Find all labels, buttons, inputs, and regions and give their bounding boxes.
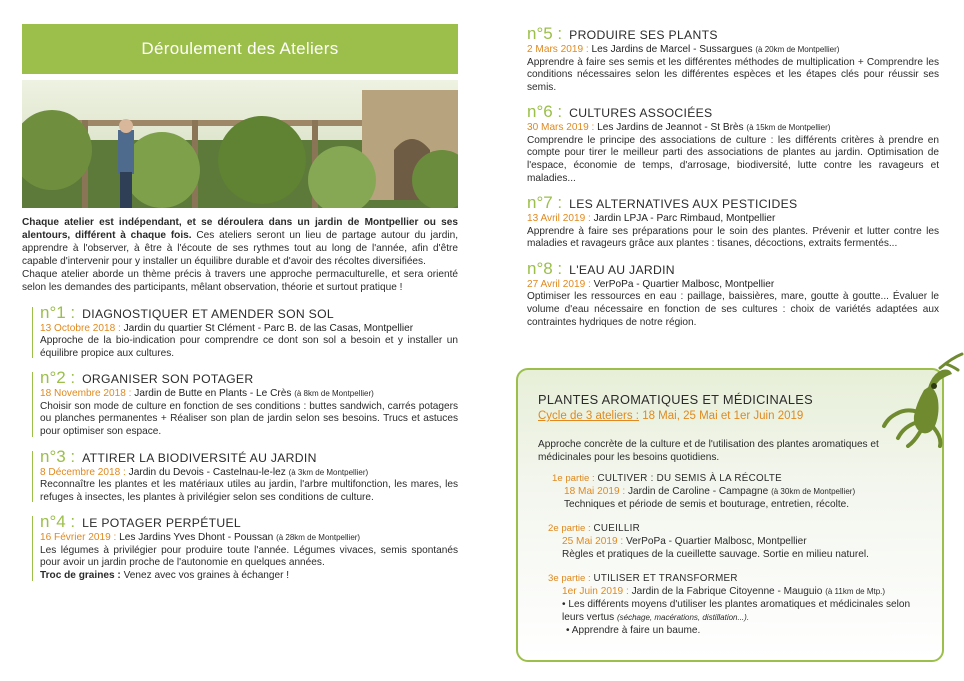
- workshop-date: 13 Avril 2019 :: [527, 213, 591, 225]
- box-intro: Approche concrète de la culture et de l'utilisation des plantes aromatiques et médicinales pour les besoins quotidiens.: [538, 439, 879, 463]
- workshop-distance: (à 28km de Montpellier): [276, 533, 361, 543]
- workshop-number: n°7 :: [527, 193, 563, 213]
- workshop-date: 27 Avril 2019 :: [527, 278, 591, 290]
- workshop-number: n°5 :: [527, 24, 563, 43]
- workshop-place: Les Jardins de Marcel - Sussargues: [591, 44, 753, 55]
- section-banner: Déroulement des Ateliers: [22, 24, 458, 74]
- workshop-2: [22, 368, 458, 438]
- part-description-2: • Apprendre à faire un baume.: [566, 625, 701, 636]
- workshop-description: Comprendre le principe des associations de culture : les différents critères à prendre en compte pour tirer le meilleur parti des associations de plantes au jardin. Optimisation de l'espace, économie de temps, d'arrosage, biodiversité, lutte contre les ravageurs et maladies...: [527, 134, 939, 184]
- intro-paragraph-2: Chaque atelier aborde un thème précis à travers une approche permaculturelle, et sera orienté selon les demandes des participants, mêlant observation, théorie et surtout pratique !: [22, 269, 458, 294]
- part-distance: (à 30km de Montpellier): [771, 487, 856, 496]
- workshop-title: LE POTAGER PERPÉTUEL: [82, 516, 241, 531]
- workshop-description: Approche de la bio-indication pour comprendre ce dont son sol a besoin et y installer un équilibre propice aux cultures.: [40, 335, 458, 359]
- workshop-number: n°4 :: [40, 512, 76, 532]
- workshop-description: Reconnaître les plantes et les matériaux utiles au jardin, l'arbre multifonction, les mares, les refuges à insectes, les plantes à privilégier selon ses conditions de culture.: [40, 479, 458, 503]
- workshop-date: 2 Mars 2019 :: [527, 44, 589, 55]
- workshop-number: n°1 :: [40, 302, 76, 322]
- part-description: Règles et pratiques de la cueillette sauvage. Sortie en milieu naturel.: [562, 549, 869, 560]
- part-distance: (à 11km de Mtp.): [825, 587, 886, 596]
- seed-swap-label: Troc de graines :: [40, 569, 121, 581]
- workshop-title: ORGANISER SON POTAGER: [82, 372, 254, 387]
- part-description: • Les différents moyens d'utiliser les plantes aromatiques et médicinales selon leurs vertus: [562, 599, 911, 623]
- garden-photo: [22, 80, 458, 208]
- workshop-number: n°8 :: [527, 258, 563, 278]
- part-title: UTILISER ET TRANSFORMER: [593, 573, 738, 584]
- workshop-title: PRODUIRE SES PLANTS: [569, 28, 718, 42]
- seed-swap-text: Venez avec vos graines à échanger !: [120, 569, 290, 581]
- cycle-label: Cycle de 3 ateliers :: [538, 410, 639, 422]
- intro-bold: Chaque atelier est indépendant, et se déroulera dans un jardin de Montpellier ou ses alentours, différent à chaque fois.: [22, 217, 458, 242]
- workshop-place: Les Jardins Yves Dhont - Poussan: [119, 532, 274, 544]
- workshop-description: Optimiser les ressources en eau : paillage, baissières, mare, goutte à goutte... Évaluer le volume d'eau nécessaire en fonction de ses cultures : choix de variétés adaptées aux contraintes hydriques de notre région.: [527, 291, 939, 328]
- workshop-date: 13 Octobre 2018 :: [40, 322, 121, 334]
- cycle-dates: 18 Mai, 25 Mai et 1er Juin 2019: [639, 410, 804, 422]
- workshop-title: LES ALTERNATIVES AUX PESTICIDES: [569, 197, 798, 212]
- left-column: [22, 24, 458, 583]
- intro-text: [22, 216, 458, 295]
- workshop-description: Apprendre à faire ses semis et les différentes méthodes de multiplication + Comprendre les conditions nécessaires selon les différentes espèces et les étapes clés pour réussir ses semis.: [527, 56, 939, 93]
- workshop-distance: (à 20km de Montpellier): [755, 45, 840, 54]
- workshop-place: Les Jardins de Jeannot - St Brès: [597, 122, 744, 134]
- part-title: CULTIVER : DU SEMIS À LA RÉCOLTE: [597, 473, 783, 484]
- part-label: 2e partie :: [548, 523, 591, 534]
- part-label: 3e partie :: [548, 573, 591, 584]
- box-part-3: [548, 572, 932, 637]
- workshop-8: [527, 259, 939, 329]
- part-label: 1e partie :: [552, 473, 595, 484]
- workshop-6: [527, 102, 939, 185]
- part-place: VerPoPa - Quartier Malbosc, Montpellier: [625, 536, 807, 547]
- part-place: Jardin de la Fabrique Citoyenne - Mauguio: [631, 586, 823, 597]
- part-date: 25 Mai 2019 :: [562, 536, 624, 547]
- workshop-description: Apprendre à faire ses préparations pour le soin des plantes. Prévenir et lutter contre les maladies et ravageurs grâce aux plantes : tisanes, décoctions, extraits fermentés...: [527, 225, 939, 250]
- right-column: [527, 24, 939, 329]
- part-date: 1er Juin 2019 :: [562, 586, 629, 597]
- box-part-2: [548, 522, 918, 561]
- part-date: 18 Mai 2019 :: [564, 486, 626, 497]
- workshop-date: 16 Février 2019 :: [40, 532, 117, 544]
- workshop-place: Jardin du quartier St Clément - Parc B. de las Casas, Montpellier: [123, 322, 414, 334]
- workshop-date: 8 Décembre 2018 :: [40, 466, 126, 478]
- workshop-title: DIAGNOSTIQUER ET AMENDER SON SOL: [82, 306, 334, 321]
- workshop-4: [22, 512, 458, 582]
- workshop-distance: (à 8km de Montpellier): [294, 389, 374, 399]
- workshop-date: 30 Mars 2019 :: [527, 122, 595, 134]
- workshop-3: [22, 447, 458, 505]
- workshop-date: 18 Novembre 2018 :: [40, 388, 132, 400]
- workshop-title: L'EAU AU JARDIN: [569, 262, 675, 277]
- workshop-distance: (à 15km de Montpellier): [746, 123, 831, 133]
- workshop-5: [527, 24, 939, 94]
- workshop-place: VerPoPa - Quartier Malbosc, Montpellier: [593, 278, 775, 290]
- workshop-1: [22, 303, 458, 361]
- workshop-number: n°6 :: [527, 102, 563, 122]
- box-cycle: [538, 410, 803, 422]
- workshop-list-left: [22, 303, 458, 583]
- workshop-7: [527, 193, 939, 251]
- frog-icon: [880, 352, 964, 448]
- box-title: PLANTES AROMATIQUES ET MÉDICINALES: [538, 392, 813, 407]
- part-description-note: (séchage, macérations, distillation...).: [616, 613, 750, 622]
- workshop-description: Choisir son mode de culture en fonction de ses conditions : buttes sandwich, carrés potagers ou planches permanentes + Réaliser son plan de jardin selon ses besoins. Trucs et astuces pour optimiser son espace.: [40, 400, 458, 437]
- box-part-1: [552, 472, 922, 511]
- workshop-number: n°2 :: [40, 368, 76, 388]
- workshop-title: CULTURES ASSOCIÉES: [569, 106, 713, 121]
- workshop-place: Jardin LPJA - Parc Rimbaud, Montpellier: [593, 213, 776, 225]
- part-place: Jardin de Caroline - Campagne: [627, 486, 769, 497]
- part-description: Techniques et période de semis et bouturage, entretien, récolte.: [564, 499, 850, 510]
- workshop-place: Jardin du Devois - Castelnau-le-lez: [128, 466, 286, 478]
- workshop-title: ATTIRER LA BIODIVERSITÉ AU JARDIN: [82, 450, 317, 465]
- workshop-place: Jardin de Butte en Plants - Le Crès: [134, 388, 292, 400]
- workshop-distance: (à 3km de Montpellier): [288, 467, 369, 477]
- part-title: CUEILLIR: [593, 523, 640, 534]
- workshop-number: n°3 :: [40, 446, 76, 466]
- workshop-description: Les légumes à privilégier pour produire toute l'année. Légumes vivaces, semis spontanés pour avoir un jardin proche de l'autonomie en quelques années.: [40, 544, 458, 569]
- intro-rest: Ces ateliers seront un lieu de partage autour du jardin, apprendre à l'observer, à être à l'écoute de ses rythmes tout au long de l'année, afin d'être capable d'intervenir pour y installer un équilibre durable et d'avoir des récoltes diversifiées.: [22, 230, 459, 268]
